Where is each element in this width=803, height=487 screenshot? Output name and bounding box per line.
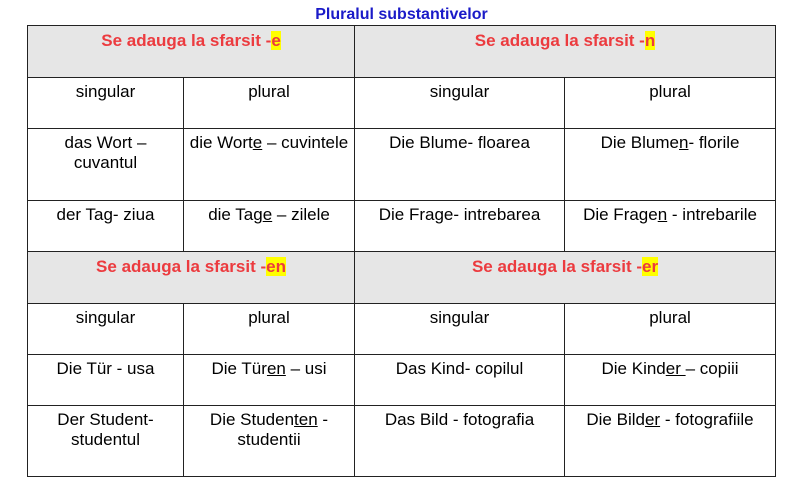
section-header-er bbox=[355, 252, 776, 304]
table-row bbox=[28, 406, 776, 477]
header-text: Se adauga la sfarsit - bbox=[471, 257, 643, 276]
singular-cell: das Wort – cuvantul bbox=[28, 129, 184, 201]
header-row bbox=[28, 26, 776, 78]
table-row bbox=[28, 201, 776, 252]
plural-cell bbox=[184, 201, 355, 252]
plural-stem: Die Kind bbox=[601, 359, 666, 378]
plural-cell bbox=[565, 355, 776, 406]
singular-cell: der Tag- ziua bbox=[28, 201, 184, 252]
plural-rest: - fotografiile bbox=[660, 410, 754, 429]
singular-cell: Die Blume- floarea bbox=[355, 129, 565, 201]
suffix-highlight: en bbox=[266, 257, 286, 276]
plural-cell bbox=[184, 129, 355, 201]
plural-cell bbox=[565, 201, 776, 252]
plural-suffix: er bbox=[665, 359, 686, 378]
plural-suffix: ten bbox=[294, 410, 318, 429]
column-label-singular: singular bbox=[355, 304, 565, 355]
plural-rest: – copiii bbox=[685, 359, 739, 378]
table-row bbox=[28, 355, 776, 406]
section-header-en bbox=[28, 252, 355, 304]
header-text: Se adauga la sfarsit - bbox=[96, 257, 267, 276]
plural-rest: - intrebarile bbox=[667, 205, 757, 224]
plural-rest: - studentii bbox=[237, 410, 329, 449]
column-label-plural: plural bbox=[184, 78, 355, 129]
page-title: Pluralul substantivelor bbox=[315, 6, 488, 23]
section-header-n bbox=[355, 26, 776, 78]
section-header-e bbox=[28, 26, 355, 78]
plural-rest: – usi bbox=[285, 359, 327, 378]
header-text: Se adauga la sfarsit - bbox=[474, 31, 645, 50]
plural-stem: Die Frage bbox=[583, 205, 658, 224]
label-row bbox=[28, 304, 776, 355]
plural-rest: - florile bbox=[688, 133, 740, 152]
suffix-highlight: n bbox=[644, 31, 656, 50]
plural-cell bbox=[184, 355, 355, 406]
label-row bbox=[28, 78, 776, 129]
table-row bbox=[28, 129, 776, 201]
plural-stem: Die Studen bbox=[209, 410, 295, 429]
column-label-plural: plural bbox=[184, 304, 355, 355]
plural-suffix: en bbox=[266, 359, 286, 378]
singular-cell: Das Kind- copilul bbox=[355, 355, 565, 406]
singular-cell: Das Bild - fotografia bbox=[355, 406, 565, 477]
header-text: Se adauga la sfarsit - bbox=[101, 31, 272, 50]
plural-suffix: er bbox=[644, 410, 661, 429]
plural-stem: Die Blume bbox=[600, 133, 679, 152]
singular-cell: Der Student- studentul bbox=[28, 406, 184, 477]
plural-cell bbox=[565, 129, 776, 201]
suffix-highlight: er bbox=[642, 257, 659, 276]
plural-stem: Die Bild bbox=[586, 410, 645, 429]
singular-cell: Die Frage- intrebarea bbox=[355, 201, 565, 252]
plural-suffix: n bbox=[678, 133, 689, 152]
column-label-singular: singular bbox=[355, 78, 565, 129]
plural-suffix: e bbox=[262, 205, 273, 224]
column-label-singular: singular bbox=[28, 304, 184, 355]
plural-suffix: e bbox=[252, 133, 263, 152]
plural-rules-table bbox=[27, 25, 776, 477]
column-label-plural: plural bbox=[565, 304, 776, 355]
suffix-highlight: e bbox=[271, 31, 281, 50]
plural-stem: die Wort bbox=[189, 133, 253, 152]
column-label-plural: plural bbox=[565, 78, 776, 129]
plural-cell bbox=[184, 406, 355, 477]
plural-rest: – cuvintele bbox=[262, 133, 349, 152]
column-label-singular: singular bbox=[28, 78, 184, 129]
plural-suffix: n bbox=[657, 205, 668, 224]
plural-rest: – zilele bbox=[272, 205, 330, 224]
header-row bbox=[28, 252, 776, 304]
plural-stem: Die Tür bbox=[211, 359, 267, 378]
plural-cell bbox=[565, 406, 776, 477]
singular-cell: Die Tür - usa bbox=[28, 355, 184, 406]
plural-stem: die Tag bbox=[208, 205, 263, 224]
